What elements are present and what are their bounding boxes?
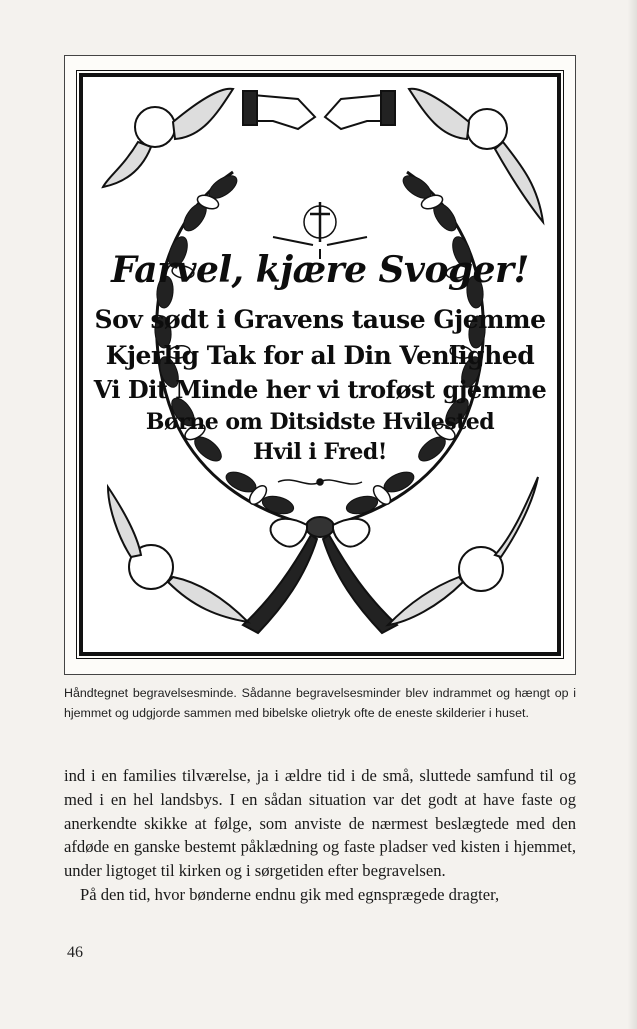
page-number: 46	[67, 944, 83, 961]
ornament-flourish-icon	[278, 479, 362, 485]
ribbon-bow-icon	[243, 517, 397, 633]
page-edge-shadow	[627, 0, 637, 1029]
verse-line-1: Sov sødt i Gravens tause Gjemme	[94, 305, 546, 334]
body-text	[64, 764, 576, 907]
clasped-hands-icon	[243, 91, 395, 129]
verse-line-2: Kjerlig Tak for al Din Venlighed	[105, 341, 535, 370]
memorial-illustration	[79, 73, 561, 656]
verse-line-5: Hvil i Fred!	[253, 439, 387, 465]
verse-line-4: Børne om Ditsidste Hvilested	[145, 409, 495, 435]
body-paragraph-2: På den tid, hvor bønderne endnu gik med egnsprægede dragter,	[80, 884, 500, 904]
cherub-icon	[103, 89, 233, 187]
cherub-icon	[388, 477, 538, 625]
memorial-heading: Farvel, kjære Svoger!	[111, 249, 529, 291]
figure-caption: Håndtegnet begravelsesminde. Sådanne begravelsesminder blev indrammet og hængt op i hjemmet og udgjorde sammen med bibelske olietryk ofte de eneste skilderier i huset.	[64, 686, 576, 720]
body-paragraph-1: ind i en families tilværelse, ja i ældre tid i de små, sluttede samfund til og med i en hel landsbys. I en sådan situation var det godt at have faste og anerkendte skikke at følge, som anviste de nærmest beslægtede med den afdøde en ganske bestemt påklædning og faste pladser ved kisten i hjemmet, under ligtoget til kirken og i sørgetiden efter begravelsen.	[64, 766, 576, 881]
verse-line-3: Vi Dit Minde her vi troføst gjemme	[93, 375, 547, 404]
cherub-icon	[108, 487, 248, 622]
